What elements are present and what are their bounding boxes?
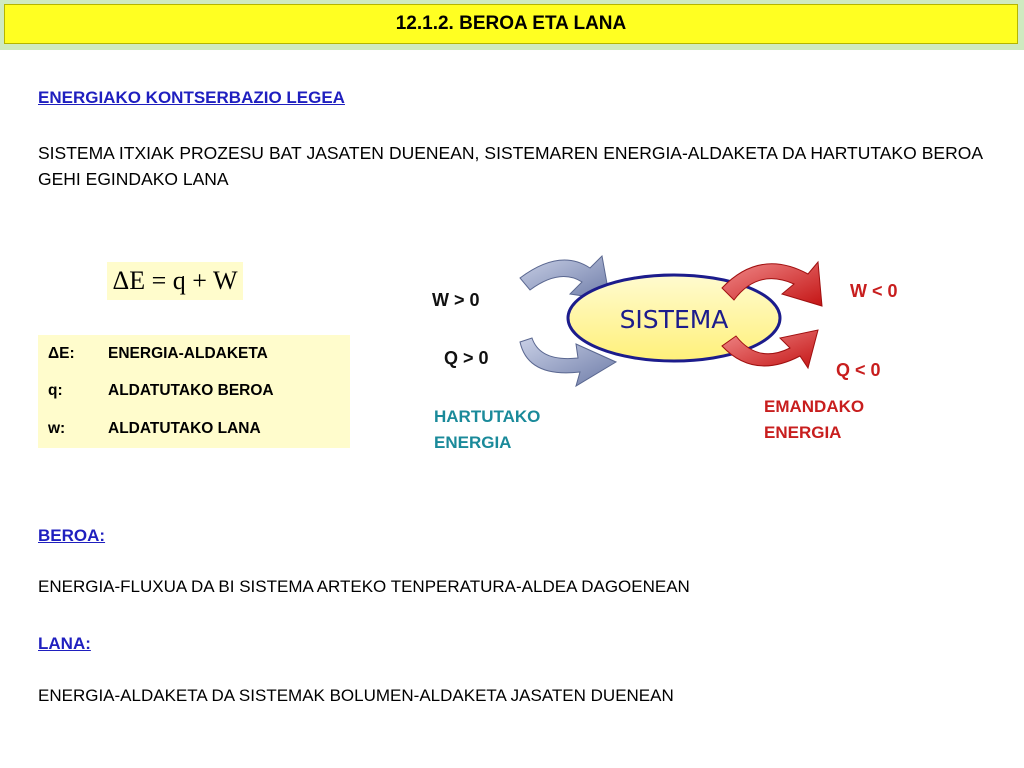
legend-symbol: q: [48, 382, 63, 399]
work-positive-label: W > 0 [432, 290, 480, 310]
legend-symbol: w: [48, 420, 66, 437]
legend-symbol: ΔE: [48, 345, 75, 362]
heat-text: ENERGIA-FLUXUA DA BI SISTEMA ARTEKO TENPERATURA-ALDEA DAGOENEAN [38, 577, 690, 596]
system-label: SISTEMA [619, 305, 729, 334]
energy-formula: ΔE = q + W [107, 262, 243, 300]
heat-negative-label: Q < 0 [836, 360, 881, 380]
work-heading: LANA: [38, 634, 91, 653]
received-energy-label [434, 404, 540, 456]
work-negative-label: W < 0 [850, 281, 898, 301]
work-text: ENERGIA-ALDAKETA DA SISTEMAK BOLUMEN-ALDAKETA JASATEN DUENEAN [38, 686, 674, 705]
legend-definition: ALDATUTAKO BEROA [108, 382, 274, 399]
given-energy-label [764, 394, 864, 446]
given-energy-line1: EMANDAKO [764, 397, 865, 416]
heat-positive-label: Q > 0 [444, 348, 489, 368]
received-energy-line1: HARTUTAKO [434, 407, 541, 426]
received-energy-line2: ENERGIA [434, 433, 512, 452]
page-title: 12.1.2. BEROA ETA LANA [4, 4, 1018, 44]
heat-heading: BEROA: [38, 526, 106, 545]
law-heading: ENERGIAKO KONTSERBAZIO LEGEA [38, 88, 345, 107]
given-energy-line2: ENERGIA [764, 423, 842, 442]
legend-definition: ENERGIA-ALDAKETA [108, 345, 268, 362]
legend-definition: ALDATUTAKO LANA [108, 420, 261, 437]
law-text: SISTEMA ITXIAK PROZESU BAT JASATEN DUENEAN, SISTEMAREN ENERGIA-ALDAKETA DA HARTUTAKO BEROA GEHI EGINDAKO LANA [38, 143, 983, 189]
